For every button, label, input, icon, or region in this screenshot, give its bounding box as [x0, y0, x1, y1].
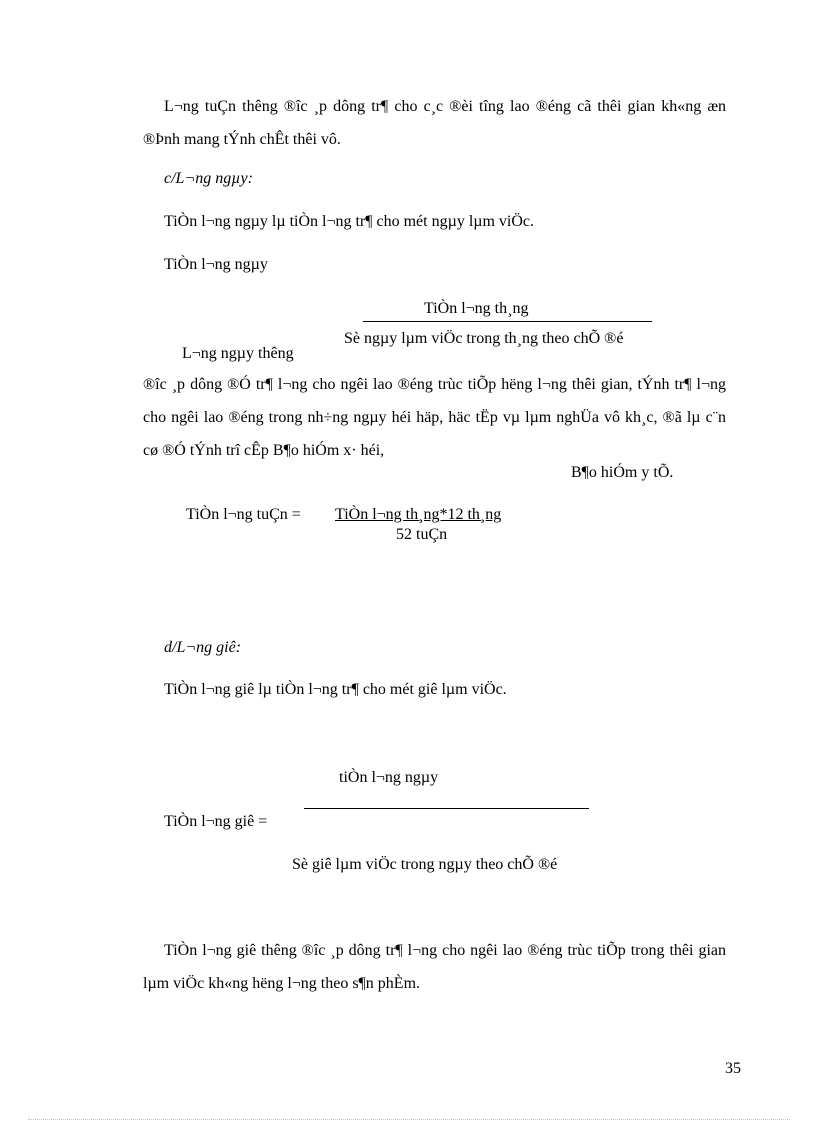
formula-daily-wage-fraction-bar: [363, 321, 652, 322]
footer-divider: [28, 1119, 790, 1120]
paragraph-daily-wage-definition: TiÒn l¬ng ngµy lµ tiÒn l¬ng tr¶ cho mét ngµy lµm viÖc.: [164, 213, 535, 230]
paragraph-hourly-wage-usage: TiÒn l¬ng giê thêng ®îc ¸p dông tr¶ l¬ng cho ngêi lao ®éng trùc tiÕp trong thêi gian lµm viÖc kh«ng hëng l¬ng theo s¶n phÈm.: [143, 942, 726, 992]
paragraph-daily-wage-usage-start: L¬ng ngµy thêng: [182, 345, 294, 362]
formula-weekly-wage-denominator: 52 tuÇn: [396, 526, 448, 543]
paragraph-daily-wage-usage-end: B¶o hiÓm y tÕ.: [571, 464, 674, 481]
paragraph-hourly-wage-definition: TiÒn l¬ng giê lµ tiÒn l¬ng tr¶ cho mét giê lµm viÖc.: [164, 681, 507, 698]
formula-daily-wage-denominator: Sè ngµy lµm viÖc trong th¸ng theo chÕ ®é: [344, 330, 624, 347]
formula-hourly-wage-denominator: Sè giê lµm viÖc trong ngµy theo chÕ ®é: [292, 856, 558, 873]
page-number: 35: [725, 1060, 741, 1077]
paragraph-weekly-wage: L¬ng tuÇn thêng ®îc ¸p dông tr¶ cho c¸c ®èi tîng lao ®éng cã thêi gian kh«ng æn ®Þnh mang tÝnh chÊt thêi vô.: [143, 98, 726, 148]
formula-hourly-wage-label: TiÒn l¬ng giê =: [164, 813, 268, 830]
formula-daily-wage-label: TiÒn l¬ng ngµy: [164, 256, 268, 273]
formula-hourly-wage-fraction-bar: [304, 808, 589, 809]
heading-daily-wage: c/L¬ng ngµy:: [164, 170, 253, 187]
formula-weekly-wage-label: TiÒn l¬ng tuÇn =: [186, 506, 301, 523]
formula-weekly-wage-numerator: TiÒn l¬ng th¸ng*12 th¸ng: [335, 506, 502, 523]
paragraph-daily-wage-usage: ®îc ¸p dông ®Ó tr¶ l¬ng cho ngêi lao ®éng trùc tiÕp hëng l¬ng thêi gian, tÝnh tr¶ l¬ng cho ngêi lao ®éng trong nh÷ng ngµy héi häp, häc tËp vµ lµm nghÜa vô kh¸c, ®ã lµ c¨n cø ®Ó tÝnh trî cÊp B¶o hiÓm x· héi,: [143, 376, 726, 459]
formula-hourly-wage-numerator: tiÒn l¬ng ngµy: [339, 769, 439, 786]
heading-hourly-wage: d/L¬ng giê:: [164, 639, 242, 656]
formula-daily-wage-numerator: TiÒn l¬ng th¸ng: [424, 300, 529, 317]
